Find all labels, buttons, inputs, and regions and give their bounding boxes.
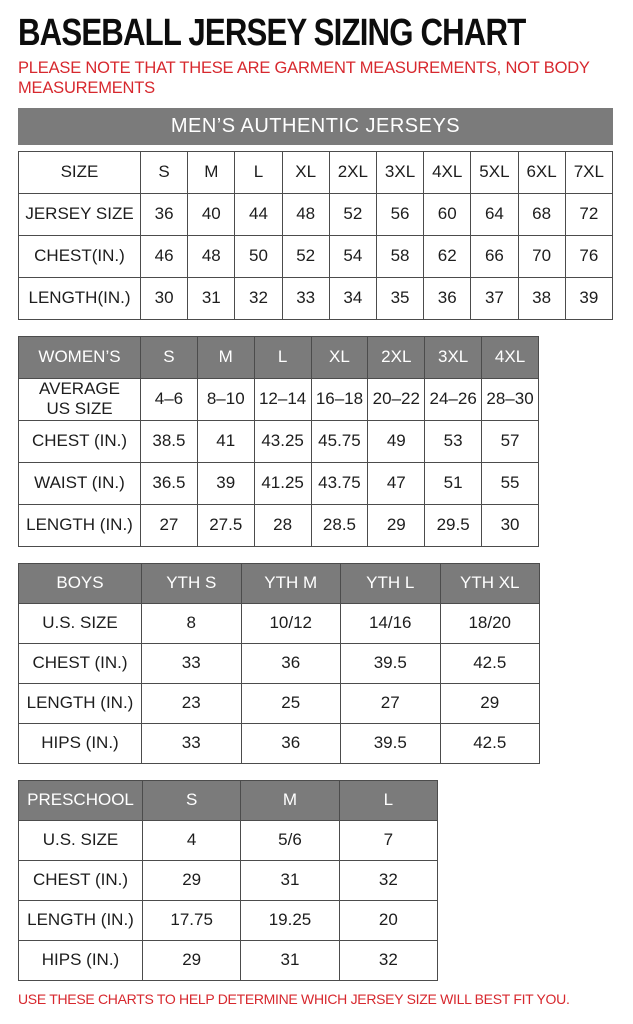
table-header-row [19,336,539,378]
row-label: HIPS (IN.) [19,940,143,980]
value-cell: 31 [241,940,339,980]
value-cell: 52 [282,235,329,277]
row-label: JERSEY SIZE [19,193,141,235]
table-header-row [19,151,613,193]
header-cell: YTH S [142,563,242,603]
header-cell: 7XL [565,151,612,193]
value-cell: 24–26 [425,378,482,420]
value-cell: 66 [471,235,518,277]
value-cell: 36 [241,723,341,763]
value-cell: 49 [368,420,425,462]
value-cell: 62 [424,235,471,277]
header-cell: YTH XL [440,563,540,603]
value-cell: 41 [197,420,254,462]
table-row [19,420,539,462]
value-cell: 64 [471,193,518,235]
header-cell: YTH L [341,563,441,603]
row-label: LENGTH(IN.) [19,277,141,319]
value-cell: 45.75 [311,420,368,462]
value-cell: 40 [188,193,235,235]
value-cell: 28 [254,504,311,546]
page-title: BASEBALL JERSEY SIZING CHART [18,12,526,54]
header-cell: 4XL [482,336,539,378]
row-label: LENGTH (IN.) [19,900,143,940]
row-label: CHEST(IN.) [19,235,141,277]
table-row [19,940,438,980]
value-cell: 55 [482,462,539,504]
value-cell: 28.5 [311,504,368,546]
mens-authentic-jerseys-banner: MEN’S AUTHENTIC JERSEYS [18,108,613,145]
header-cell: 4XL [424,151,471,193]
value-cell: 39.5 [341,723,441,763]
value-cell: 70 [518,235,565,277]
value-cell: 14/16 [341,603,441,643]
header-cell: 3XL [376,151,423,193]
value-cell: 29 [440,683,540,723]
value-cell: 37 [471,277,518,319]
value-cell: 12–14 [254,378,311,420]
table-row [19,860,438,900]
header-cell: 6XL [518,151,565,193]
header-cell: M [197,336,254,378]
preschool-sizing-table [18,780,438,981]
header-cell: XL [311,336,368,378]
row-label [19,378,141,420]
fit-advice-note: USE THESE CHARTS TO HELP DETERMINE WHICH JERSEY SIZE WILL BEST FIT YOU. [18,990,570,1007]
header-cell: S [141,151,188,193]
value-cell: 56 [376,193,423,235]
value-cell: 27.5 [197,504,254,546]
value-cell: 72 [565,193,612,235]
value-cell: 47 [368,462,425,504]
header-cell: 3XL [425,336,482,378]
value-cell: 29 [143,860,241,900]
table-row [19,378,539,420]
value-cell: 27 [141,504,198,546]
row-label: U.S. SIZE [19,820,143,860]
header-cell: M [188,151,235,193]
table-row [19,900,438,940]
value-cell: 33 [142,723,242,763]
table-row [19,193,613,235]
header-cell: PRESCHOOL [19,780,143,820]
table-row [19,723,540,763]
mens-sizing-table [18,151,613,320]
value-cell: 34 [329,277,376,319]
value-cell: 42.5 [440,643,540,683]
row-label: LENGTH (IN.) [19,683,142,723]
value-cell: 8 [142,603,242,643]
table-row [19,820,438,860]
header-cell: SIZE [19,151,141,193]
value-cell: 38 [518,277,565,319]
header-cell: L [235,151,282,193]
value-cell: 10/12 [241,603,341,643]
value-cell: 60 [424,193,471,235]
value-cell: 44 [235,193,282,235]
boys-sizing-table [18,563,540,764]
value-cell: 32 [339,940,437,980]
row-label: CHEST (IN.) [19,643,142,683]
value-cell: 68 [518,193,565,235]
value-cell: 35 [376,277,423,319]
value-cell: 48 [282,193,329,235]
value-cell: 23 [142,683,242,723]
value-cell: 33 [142,643,242,683]
row-label: U.S. SIZE [19,603,142,643]
header-cell: 2XL [329,151,376,193]
value-cell: 31 [188,277,235,319]
value-cell: 43.25 [254,420,311,462]
value-cell: 58 [376,235,423,277]
value-cell: 8–10 [197,378,254,420]
value-cell: 29 [368,504,425,546]
row-label: CHEST (IN.) [19,420,141,462]
table-row [19,683,540,723]
value-cell: 31 [241,860,339,900]
table-header-row [19,780,438,820]
header-cell: M [241,780,339,820]
value-cell: 32 [339,860,437,900]
value-cell: 33 [282,277,329,319]
value-cell: 36 [141,193,188,235]
value-cell: 19.25 [241,900,339,940]
header-cell: BOYS [19,563,142,603]
value-cell: 46 [141,235,188,277]
value-cell: 30 [141,277,188,319]
value-cell: 43.75 [311,462,368,504]
header-cell: L [339,780,437,820]
value-cell: 18/20 [440,603,540,643]
value-cell: 54 [329,235,376,277]
header-cell: 2XL [368,336,425,378]
value-cell: 42.5 [440,723,540,763]
row-label: WAIST (IN.) [19,462,141,504]
value-cell: 38.5 [141,420,198,462]
garment-measurements-note: PLEASE NOTE THAT THESE ARE GARMENT MEASUREMENTS, NOT BODY MEASUREMENTS [18,59,590,97]
value-cell: 39 [565,277,612,319]
value-cell: 39.5 [341,643,441,683]
table-header-row [19,563,540,603]
header-cell: S [141,336,198,378]
value-cell: 29.5 [425,504,482,546]
value-cell: 48 [188,235,235,277]
table-row [19,504,539,546]
value-cell: 50 [235,235,282,277]
value-cell: 41.25 [254,462,311,504]
womens-sizing-table [18,336,539,547]
table-row [19,277,613,319]
value-cell: 32 [235,277,282,319]
value-cell: 29 [143,940,241,980]
value-cell: 7 [339,820,437,860]
header-cell: L [254,336,311,378]
value-cell: 36 [424,277,471,319]
row-label: CHEST (IN.) [19,860,143,900]
value-cell: 16–18 [311,378,368,420]
row-label: LENGTH (IN.) [19,504,141,546]
value-cell: 36 [241,643,341,683]
value-cell: 76 [565,235,612,277]
row-label: HIPS (IN.) [19,723,142,763]
value-cell: 39 [197,462,254,504]
header-cell: YTH M [241,563,341,603]
value-cell: 20 [339,900,437,940]
table-row [19,603,540,643]
value-cell: 4 [143,820,241,860]
header-cell: S [143,780,241,820]
value-cell: 17.75 [143,900,241,940]
header-cell: XL [282,151,329,193]
value-cell: 4–6 [141,378,198,420]
value-cell: 30 [482,504,539,546]
table-row [19,235,613,277]
value-cell: 25 [241,683,341,723]
table-row [19,643,540,683]
value-cell: 51 [425,462,482,504]
row-label-text: AVERAGE US SIZE [39,379,120,418]
value-cell: 53 [425,420,482,462]
value-cell: 27 [341,683,441,723]
value-cell: 57 [482,420,539,462]
header-cell: WOMEN’S [19,336,141,378]
value-cell: 36.5 [141,462,198,504]
value-cell: 20–22 [368,378,425,420]
header-cell: 5XL [471,151,518,193]
value-cell: 52 [329,193,376,235]
value-cell: 5/6 [241,820,339,860]
value-cell: 28–30 [482,378,539,420]
table-row [19,462,539,504]
